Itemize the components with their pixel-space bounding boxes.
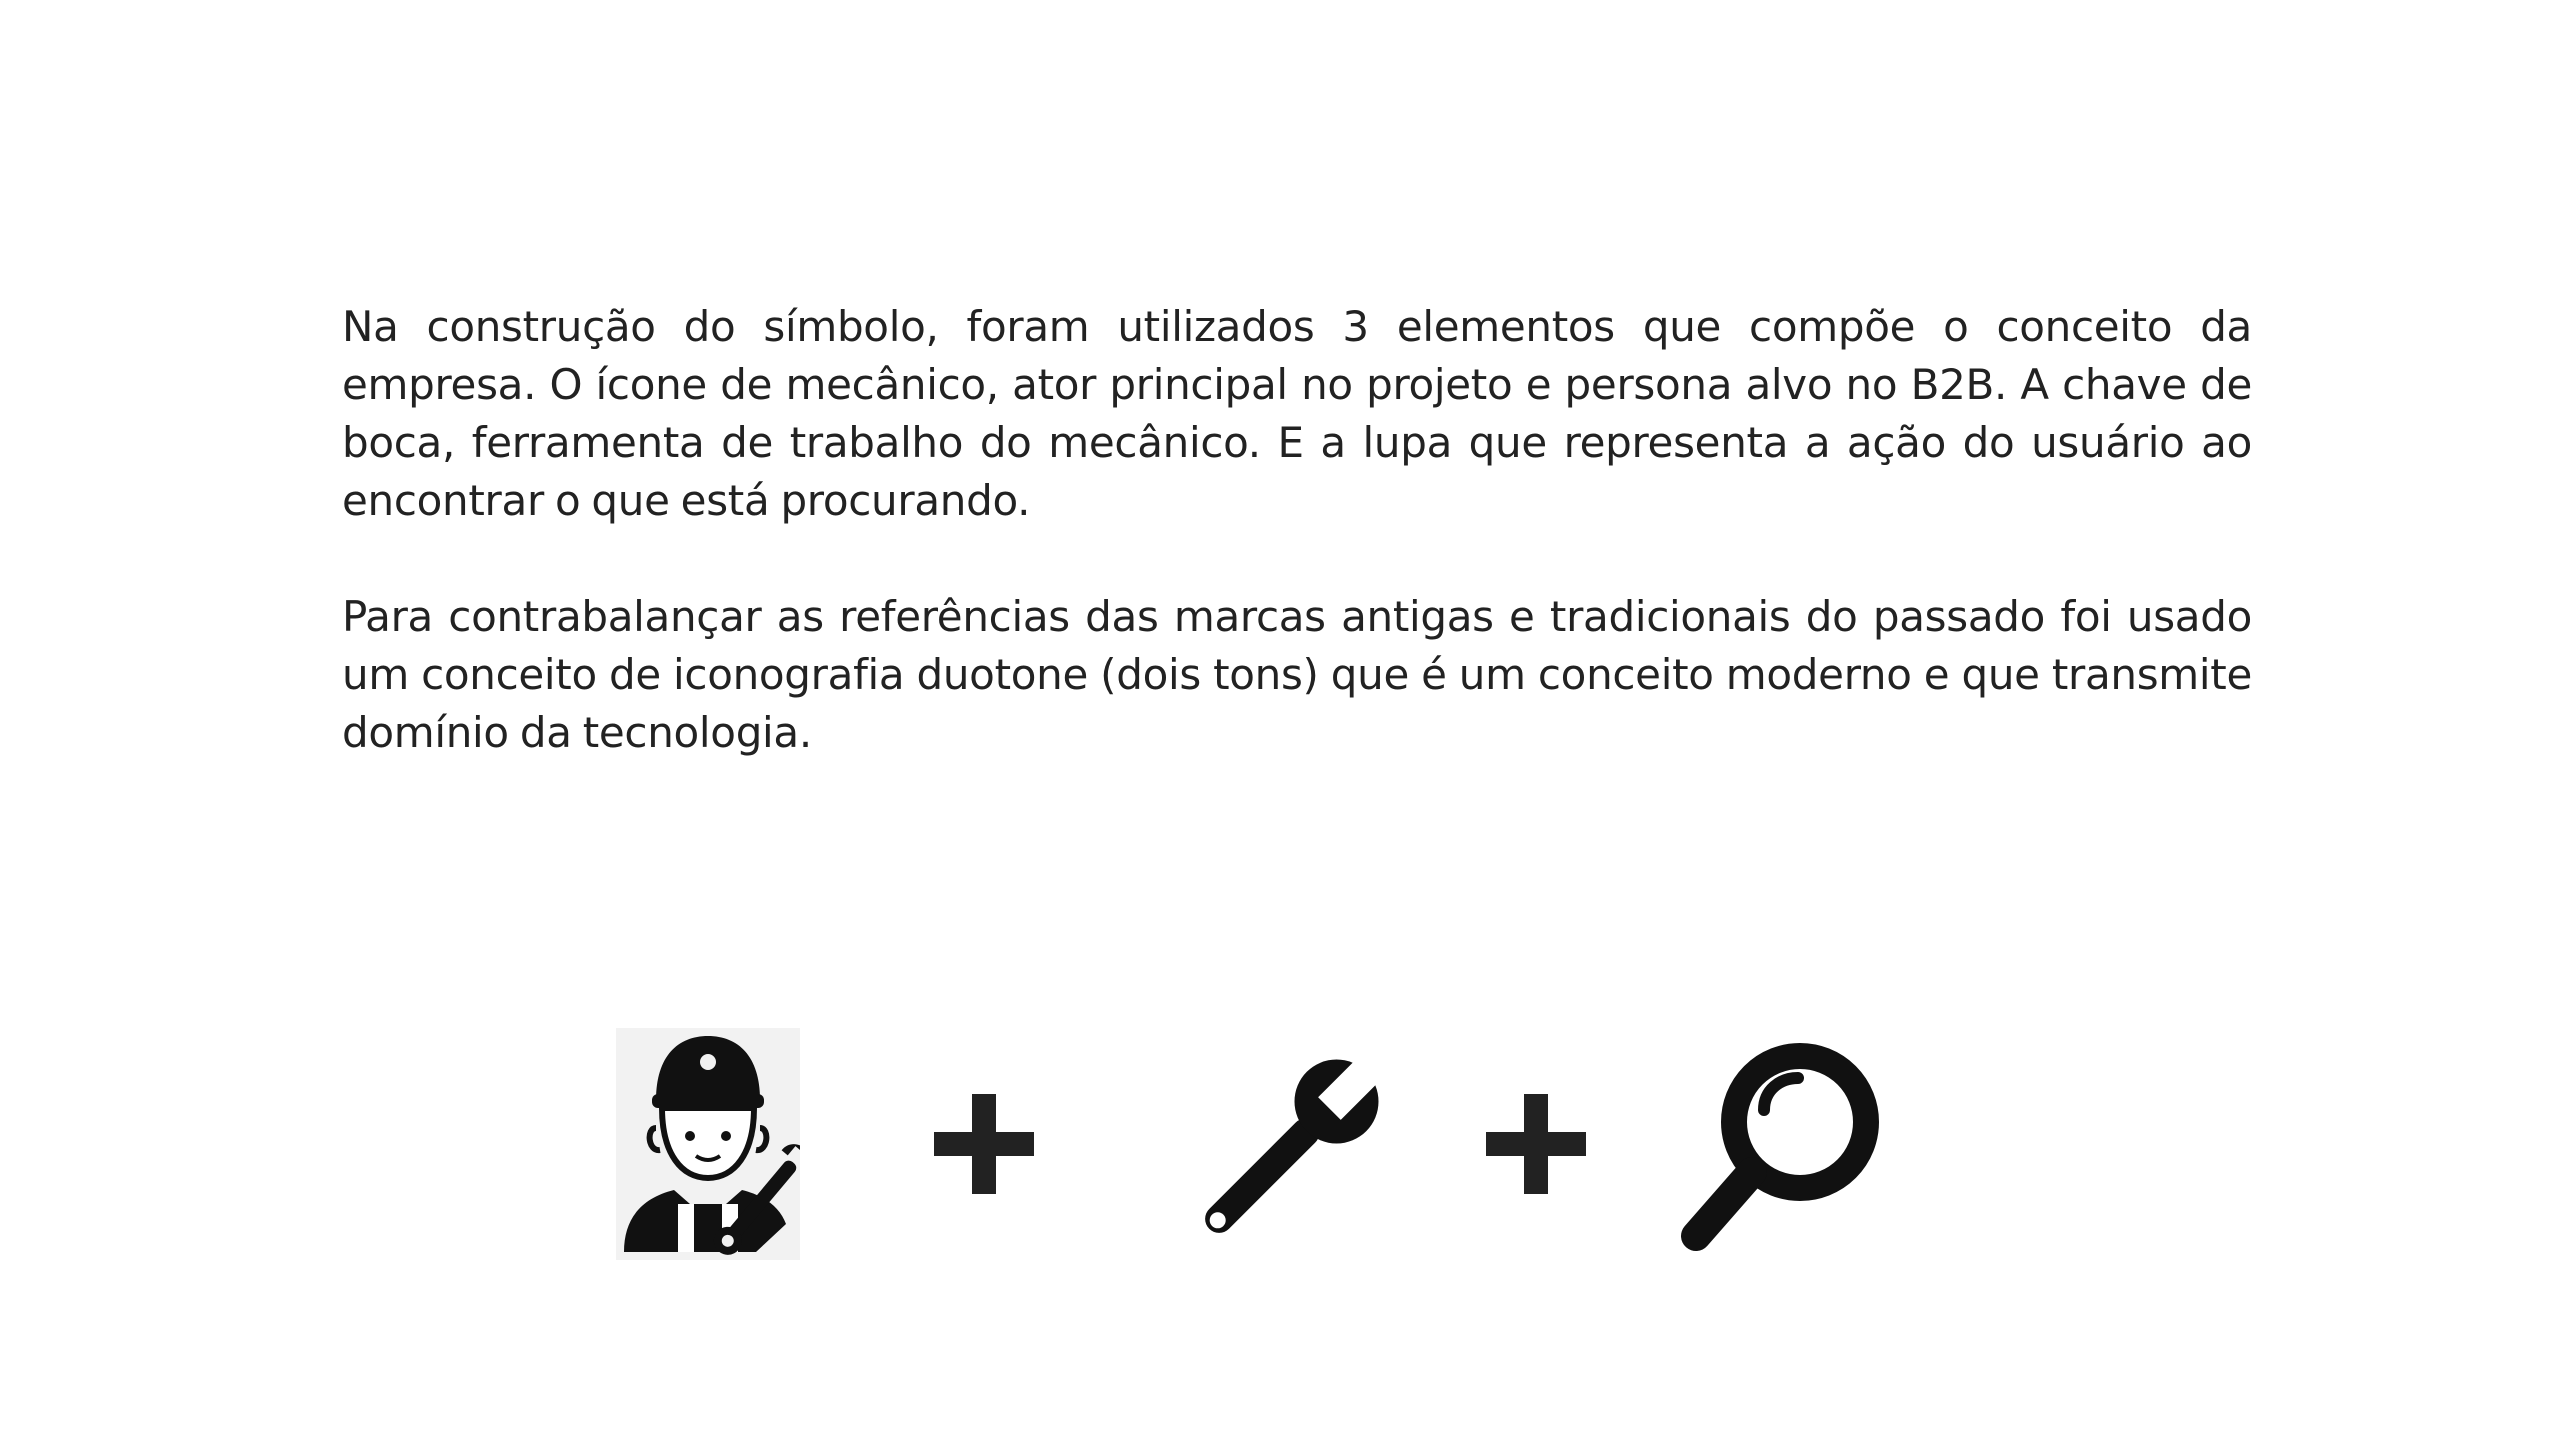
mechanic-icon [616,1028,800,1260]
description-text [342,298,2252,762]
wrench-icon [1182,1040,1392,1262]
paragraph-duotone-concept: Para contrabalançar as referências das marcas antigas e tradicionais do passado foi usado um conceito de iconografia duotone (dois tons) que é um conceito moderno e que transmite domínio da tecnologia. [342,592,2252,757]
symbol-elements-row [0,1020,2560,1260]
paragraph-symbol-elements: Na construção do símbolo, foram utilizados 3 elementos que compõe o conceito da empresa. O ícone de mecânico, ator principal no projeto e persona alvo no B2B. A chave de boca, ferramenta de trabalho do mecânico. E a lupa que representa a ação do usuário ao encontrar o que está procurando. [342,302,2252,525]
plus-icon [1486,1094,1586,1194]
plus-icon [934,1094,1034,1194]
magnifier-icon [1676,1040,1882,1262]
